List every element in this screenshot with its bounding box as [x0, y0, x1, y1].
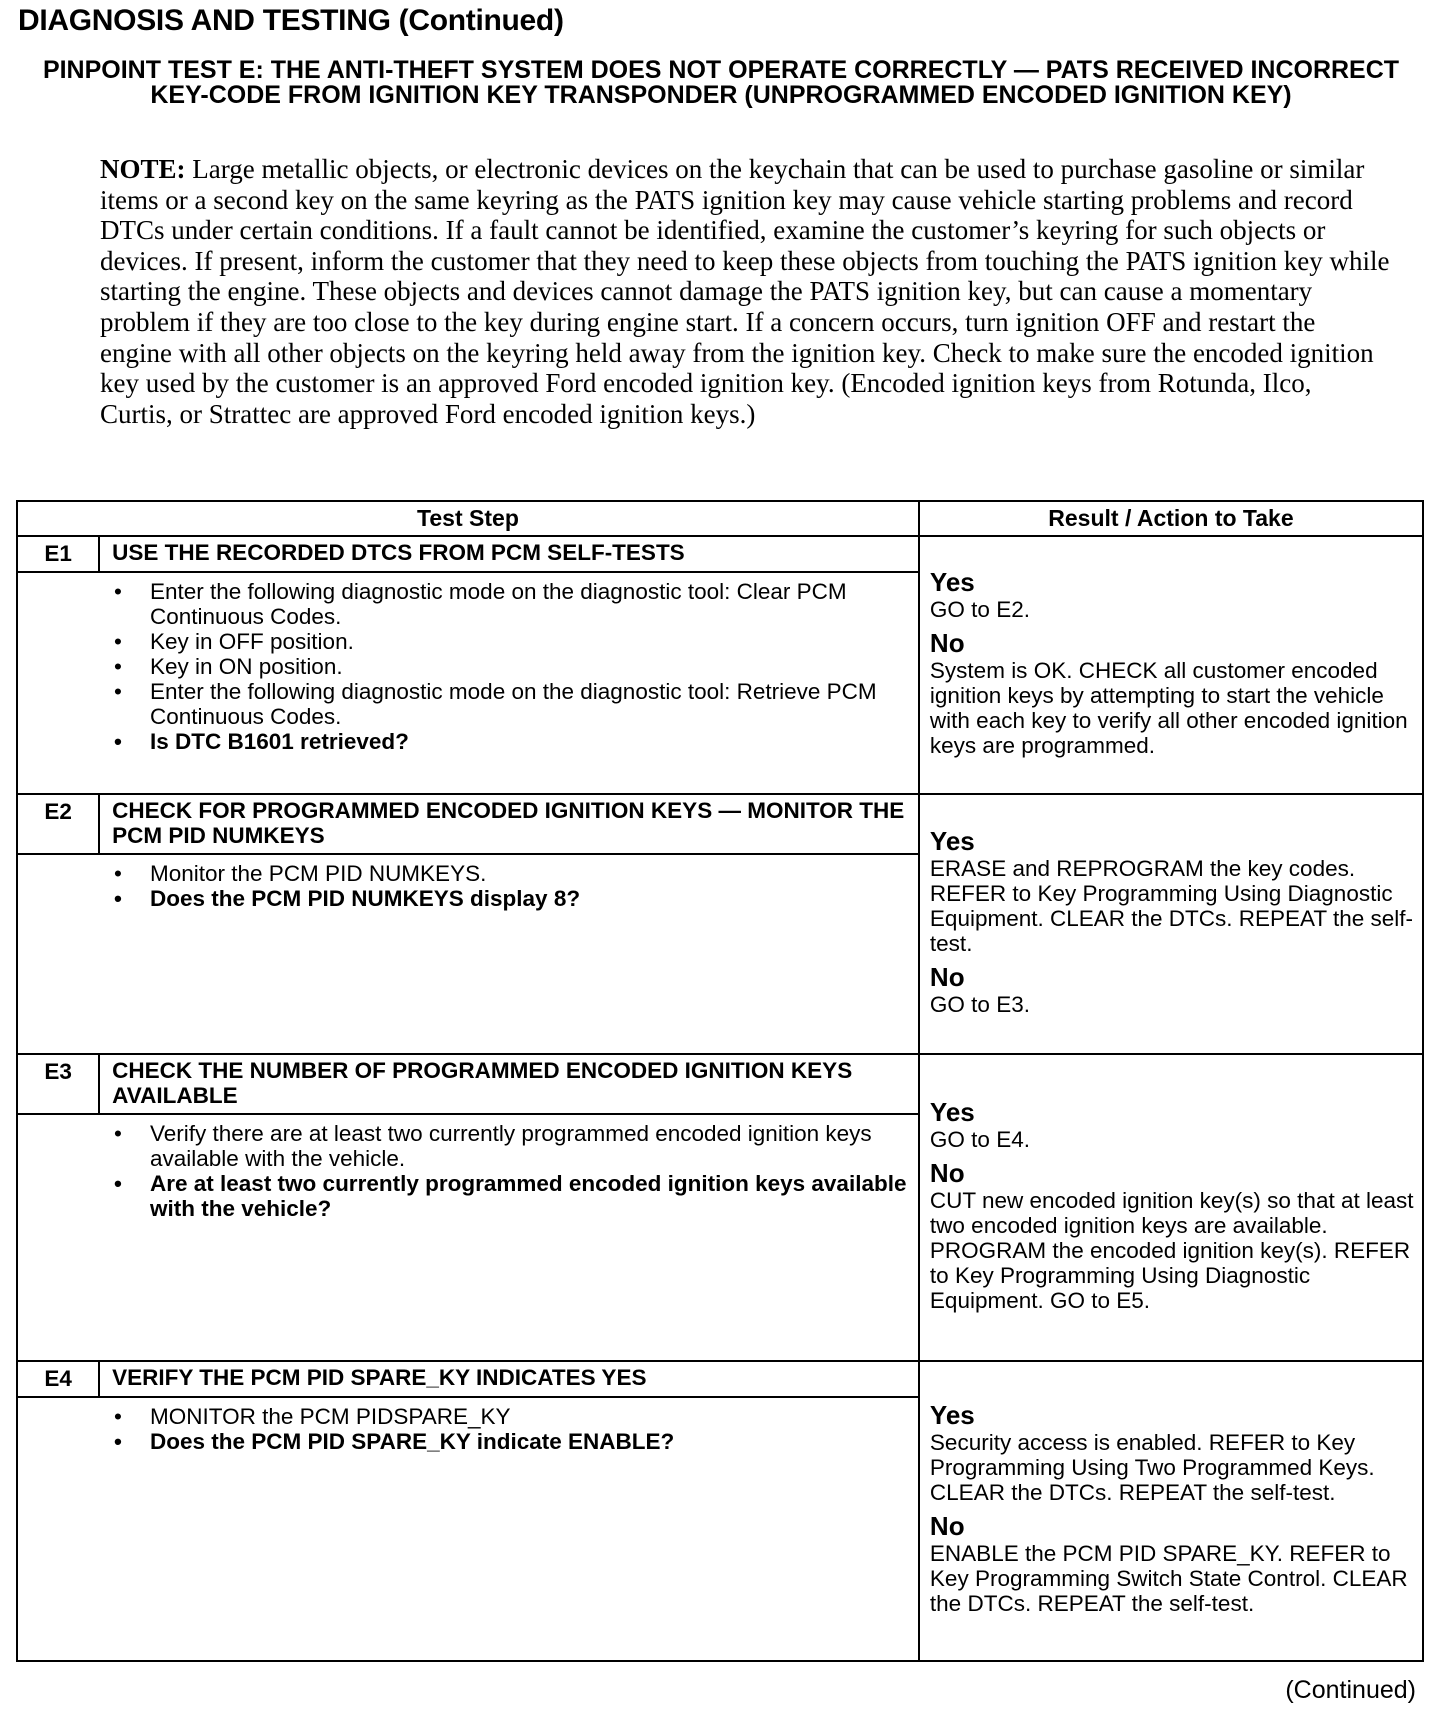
step-heading: VERIFY THE PCM PID SPARE_KY INDICATES YES	[99, 1361, 919, 1397]
no-label: No	[929, 961, 965, 992]
no-action: GO to E3.	[929, 991, 1030, 1017]
pinpoint-test-title: PINPOINT TEST E: THE ANTI-THEFT SYSTEM DOES NOT OPERATE CORRECTLY — PATS RECEIVED INCORRECT KEY-CODE FROM IGNITION KEY TRANSPONDER (UNPROGRAMMED ENCODED IGNITION KEY)	[42, 56, 1400, 109]
step-question: • Does the PCM PID NUMKEYS display 8?	[18, 886, 908, 911]
step-id: E1	[17, 536, 99, 572]
step-instructions	[17, 1397, 919, 1661]
step-question: • Does the PCM PID SPARE_KY indicate ENABLE?	[18, 1429, 908, 1454]
step-heading-row-e3	[17, 1054, 1423, 1114]
step-heading: CHECK THE NUMBER OF PROGRAMMED ENCODED IGNITION KEYS AVAILABLE	[99, 1054, 919, 1114]
note-label: NOTE:	[100, 154, 186, 184]
note-paragraph	[100, 154, 1390, 429]
table-header-row	[17, 501, 1423, 536]
column-header-result: Result / Action to Take	[919, 501, 1423, 536]
step-result-e1	[919, 536, 1423, 794]
step-question: • Are at least two currently programmed encoded ignition keys available with the vehicle?	[18, 1171, 908, 1221]
column-header-test-step: Test Step	[17, 501, 919, 536]
step-result-e4	[919, 1361, 1423, 1661]
yes-action: GO to E4.	[929, 1126, 1030, 1152]
list-item: • MONITOR the PCM PIDSPARE_KY	[18, 1404, 908, 1429]
page-title: DIAGNOSIS AND TESTING (Continued)	[18, 4, 564, 37]
list-item: • Enter the following diagnostic mode on the diagnostic tool: Clear PCM Continuous Codes.	[18, 579, 908, 629]
continued-label: (Continued)	[1285, 1676, 1416, 1704]
list-item: • Verify there are at least two currently programmed encoded ignition keys available with the vehicle.	[18, 1121, 908, 1171]
list-item: • Key in OFF position.	[18, 629, 908, 654]
pinpoint-test-table	[16, 500, 1424, 1662]
step-id: E4	[17, 1361, 99, 1397]
no-label: No	[929, 1511, 965, 1541]
yes-action: GO to E2.	[929, 596, 1030, 622]
step-heading: CHECK FOR PROGRAMMED ENCODED IGNITION KEYS — MONITOR THE PCM PID NUMKEYS	[99, 794, 919, 854]
no-action: System is OK. CHECK all customer encoded ignition keys by attempting to start the vehicle with each key to verify all other encoded ignition keys are programmed.	[929, 657, 1408, 758]
step-instructions	[17, 1114, 919, 1361]
step-heading-row-e2	[17, 794, 1423, 854]
step-result-e3	[919, 1054, 1423, 1361]
yes-label: Yes	[929, 825, 975, 856]
step-result-e2	[919, 794, 1423, 1054]
list-item: • Key in ON position.	[18, 654, 908, 679]
note-text: Large metallic objects, or electronic devices on the keychain that can be used to purchase gasoline or similar items or a second key on the same keyring as the PATS ignition key may cause vehicle starting problems and record DTCs under certain conditions. If a fault cannot be identified, examine the customer’s keyring for such objects or devices. If present, inform the customer that they need to keep these objects from touching the PATS ignition key while starting the engine. These objects and devices cannot damage the PATS ignition key, but can cause a momentary problem if they are too close to the key during engine start. If a concern occurs, turn ignition OFF and restart the engine with all other objects on the keyring held away from the ignition key. Check to make sure the encoded ignition key used by the customer is an approved Ford encoded ignition key. (Encoded ignition keys from Rotunda, Ilco, Curtis, or Strattec are approved Ford encoded ignition keys.)	[100, 154, 1390, 429]
step-question: • Is DTC B1601 retrieved?	[18, 729, 908, 754]
no-label: No	[929, 627, 965, 658]
step-heading-row-e4	[17, 1361, 1423, 1397]
list-item: • Monitor the PCM PID NUMKEYS.	[18, 861, 908, 886]
no-label: No	[929, 1157, 965, 1188]
step-id: E3	[17, 1054, 99, 1114]
yes-label: Yes	[929, 1096, 975, 1127]
step-id: E2	[17, 794, 99, 854]
step-heading: USE THE RECORDED DTCS FROM PCM SELF-TESTS	[99, 536, 919, 572]
yes-label: Yes	[929, 1400, 975, 1430]
step-instructions	[17, 854, 919, 1054]
step-heading-row-e1	[17, 536, 1423, 572]
step-instructions	[17, 572, 919, 794]
no-action: ENABLE the PCM PID SPARE_KY. REFER to Key Programming Switch State Control. CLEAR the DTCs. REPEAT the self-test.	[929, 1541, 1408, 1616]
no-action: CUT new encoded ignition key(s) so that at least two encoded ignition keys are available. PROGRAM the encoded ignition key(s). REFER to Key Programming Using Diagnostic Equipment. GO to E5.	[929, 1187, 1414, 1313]
list-item: • Enter the following diagnostic mode on the diagnostic tool: Retrieve PCM Continuous Codes.	[18, 679, 908, 729]
yes-action: ERASE and REPROGRAM the key codes. REFER to Key Programming Using Diagnostic Equipment. CLEAR the DTCs. REPEAT the self-test.	[929, 855, 1414, 956]
yes-label: Yes	[929, 566, 975, 597]
yes-action: Security access is enabled. REFER to Key Programming Using Two Programmed Keys. CLEAR the DTCs. REPEAT the self-test.	[929, 1430, 1375, 1505]
